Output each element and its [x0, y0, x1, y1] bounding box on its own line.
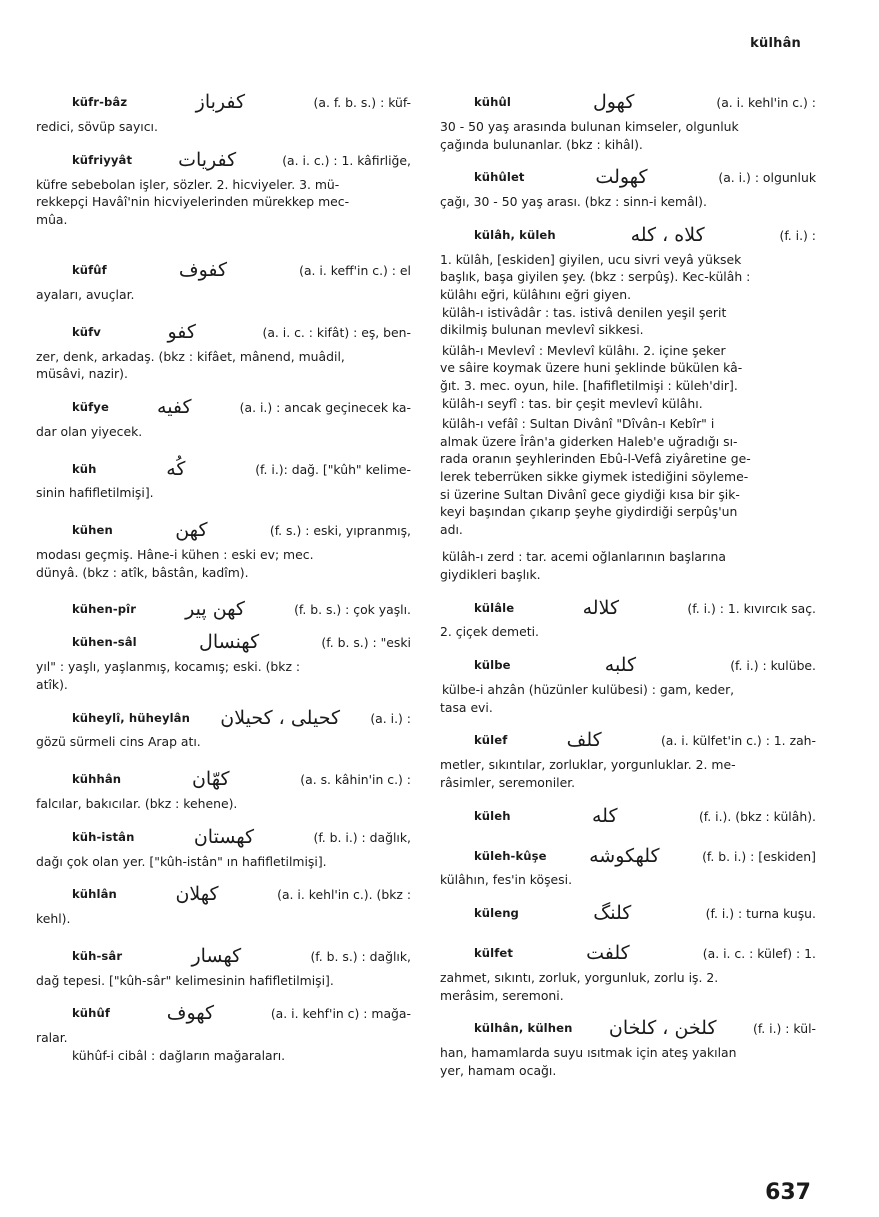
headword: külbe [474, 658, 511, 673]
definition-line: gözü sürmeli cins Arap atı. [36, 734, 201, 750]
definition-line: rekkepçi Havâî'nin hicviyelerinden mürekkep mec- [36, 194, 350, 210]
sub-entry [440, 304, 816, 339]
entry [36, 628, 411, 693]
sub-entry-line: si üzerine Sultan Divânî gece giydiği kısa bir şik- [440, 486, 740, 502]
arabic-script: کهولت [595, 166, 648, 189]
entry [36, 256, 411, 304]
definition-line: han, hamamlarda suyu ısıtmak için ateş yakılan [440, 1045, 737, 1061]
definition-line: dar olan yiyecek. [36, 423, 143, 439]
definition-line: zer, denk, arkadaş. (bkz : kifâet, mânend, muâdil, [36, 348, 345, 364]
right-column [440, 88, 816, 1079]
sub-entry [440, 415, 816, 538]
definition: (a. i. külfet'in c.) : 1. zah- [660, 733, 816, 749]
headword: kühûf [72, 1006, 111, 1021]
sub-entry-line: külâh-ı seyfî : tas. bir çeşit mevlevî külâhı. [442, 395, 703, 411]
headword: külâle [474, 600, 515, 615]
arabic-script: کحیلی ، کحیلان [220, 706, 341, 729]
arabic-script: کلخن ، کلخان [608, 1017, 717, 1040]
entry [36, 999, 411, 1047]
entry [36, 146, 411, 246]
headword: külâh, küleh [474, 227, 556, 242]
arabic-script: کهلان [175, 883, 219, 906]
entry [36, 88, 411, 136]
definition: (a. f. b. s.) : küf- [313, 95, 411, 111]
arabic-script: کفو [167, 320, 196, 343]
arabic-script: کفریات [178, 148, 237, 171]
entry [36, 516, 411, 581]
sub-entry-line: almak üzere Îrân'a giderken Haleb'e uğradığı sı- [440, 433, 738, 449]
definition: (a. i.) : [370, 710, 411, 726]
entry [440, 593, 816, 641]
arabic-script: کفیه [157, 395, 192, 418]
definition: (f. b. i.) : dağlık, [313, 829, 411, 845]
headword: küleng [474, 906, 519, 921]
arabic-script: کلف [566, 729, 602, 752]
arabic-script: کفوف [178, 259, 228, 282]
entry [440, 221, 816, 304]
headword: kühûl [474, 95, 511, 110]
headword: kühhân [72, 772, 122, 787]
definition: (a. s. kâhin'in c.) : [300, 772, 411, 788]
entry [36, 393, 411, 441]
definition-line: modası geçmiş. Hâne-i kühen : eski ev; mec. [36, 546, 314, 562]
arabic-script: کهول [592, 91, 635, 114]
entry [36, 823, 411, 871]
definition-line: ralar. [36, 1030, 68, 1046]
sub-entry-line: giydikleri başlık. [440, 566, 541, 582]
entry [440, 88, 816, 153]
definition: (f. i.) : kulübe. [730, 658, 816, 674]
definition-line: yer, hamam ocağı. [440, 1062, 557, 1078]
sub-entry-line: külâh-ı vefâî : Sultan Divânî "Dîvân-ı Kebîr" i [442, 416, 715, 432]
sub-entry-line: adı. [440, 521, 463, 537]
arabic-script: کلاله [582, 596, 619, 619]
left-column [36, 88, 411, 1064]
definition: (f. i.) : turna kuşu. [705, 906, 816, 922]
definition: (f. i.) : [779, 227, 816, 243]
definition-line: külâhı eğri, külâhını eğri giyen. [440, 286, 632, 302]
definition-line: 1. külâh, [eskiden] giyilen, ucu sivri veyâ yüksek [440, 251, 742, 267]
definition-line: redici, sövüp sayıcı. [36, 119, 158, 134]
headword: küh-istân [72, 829, 135, 844]
definition: (f. b. s.) : "eski [321, 635, 411, 651]
sub-entry-line: külâh-ı zerd : tar. acemi oğlanlarının başlarına [442, 549, 726, 565]
arabic-script: کهّان [191, 768, 230, 791]
definition-line: ayaları, avuçlar. [36, 286, 135, 302]
definition-line: müsâvi, nazir). [36, 366, 128, 382]
headword: küfriyyât [72, 152, 133, 167]
definition: (f. i.) : kül- [752, 1021, 816, 1037]
sub-entry-line: külâh-ı Mevlevî : Mevlevî külâhı. 2. içine şeker [442, 342, 726, 358]
headword: küfv [72, 324, 101, 339]
arabic-script: کُه [166, 457, 186, 480]
sub-entry [440, 395, 816, 413]
headword: kühen-sâl [72, 635, 137, 650]
definition: (f. b. s.) : dağlık, [310, 948, 411, 964]
headword: kühlân [72, 887, 117, 902]
headword: küfûf [72, 263, 107, 278]
arabic-script: کلبه [604, 654, 637, 677]
sub-entry [36, 1047, 411, 1065]
definition-line: küfre sebebolan işler, sözler. 2. hicviyeler. 3. mü- [36, 176, 340, 192]
definition: (f. i.) : 1. kıvırcık saç. [687, 600, 816, 616]
sub-entry-line: külâh-ı istivâdâr : tas. istivâ denilen yeşil şerit [442, 304, 727, 320]
entry [440, 939, 816, 1004]
entry [440, 899, 816, 929]
entry [36, 318, 411, 383]
arabic-script: کلفت [586, 942, 630, 965]
definition-line: metler, sıkıntılar, zorluklar, yorgunluklar. 2. me- [440, 757, 736, 773]
sub-entry-line: kühûf-i cibâl : dağların mağaraları. [72, 1047, 286, 1063]
entry [440, 841, 816, 889]
definition: (a. i. kehl'in c.) : [716, 95, 816, 111]
definition: (a. i. c. : kifât) : eş, ben- [262, 324, 411, 340]
entry [36, 595, 411, 625]
headword: küfr-bâz [72, 95, 128, 110]
definition: (f. i.). (bkz : külâh). [698, 808, 816, 824]
definition-line: sinin hafifletilmişi]. [36, 485, 154, 501]
definition: (a. i.) : olgunluk [718, 170, 816, 186]
definition: (f. s.) : eski, yıpranmış, [269, 523, 411, 539]
definition-line: merâsim, seremoni. [440, 987, 564, 1003]
entry [36, 765, 411, 813]
headword: küh [72, 461, 97, 476]
running-head: külhân [750, 36, 801, 51]
arabic-script: کفرباز [195, 91, 246, 114]
definition: (a. i. keff'in c.) : el [299, 263, 411, 279]
entry [36, 880, 411, 928]
sub-entry-line: dikilmiş bulunan mevlevî sikkesi. [440, 322, 644, 338]
headword: kühen [72, 523, 113, 538]
entry [36, 703, 411, 751]
entry [440, 801, 816, 831]
definition-line: çağında bulunanlar. (bkz : kihâl). [440, 136, 643, 152]
sub-entry [440, 681, 816, 716]
definition-line: külâhın, fes'in köşesi. [440, 872, 573, 888]
headword: kühen-pîr [72, 602, 137, 617]
headword: külef [474, 733, 508, 748]
entry [440, 1014, 816, 1079]
entry [440, 651, 816, 681]
arabic-script: کله [592, 804, 618, 827]
definition: (a. i. kehf'in c) : mağa- [270, 1006, 411, 1022]
definition-line: zahmet, sıkıntı, zorluk, yorgunluk, zorlu iş. 2. [440, 970, 719, 986]
arabic-script: کهستان [193, 825, 255, 848]
definition-line: başlık, başa giyilen şey. (bkz : serpûş). Kec-külâh : [440, 269, 751, 285]
definition: (a. i. c. : külef) : 1. [702, 946, 816, 962]
sub-entry-line: lerek teberrüken sikke giymek istediğini söyleme- [440, 468, 749, 484]
entry [36, 942, 411, 990]
sub-entry-line: rada oranın şeyhlerinden Ebû-l-Vefâ ziyâretine ge- [440, 451, 751, 467]
definition-line: dünyâ. (bkz : atîk, bâstân, kadîm). [36, 564, 249, 580]
arabic-script: کهن [175, 519, 208, 542]
definition: (f. b. s.) : çok yaşlı. [294, 602, 411, 618]
definition-line: dağı çok olan yer. ["kûh-istân" ın hafifletilmişi]. [36, 853, 327, 869]
headword: küleh [474, 808, 511, 823]
definition-line: 2. çiçek demeti. [440, 624, 539, 640]
sub-entry [440, 548, 816, 583]
entry [440, 726, 816, 791]
sub-entry-line: külbe-i ahzân (hüzünler kulübesi) : gam, keder, [442, 682, 735, 698]
headword: küh-sâr [72, 948, 123, 963]
definition-line: râsimler, seremoniler. [440, 774, 576, 790]
page-number: 637 [765, 1180, 811, 1205]
sub-entry-line: keyi başından çıkarıp şeyhe giydirdiği serpûş'un [440, 504, 738, 520]
arabic-script: کهن پیر [185, 598, 245, 621]
headword: küfye [72, 399, 109, 414]
sub-entry [440, 342, 816, 395]
definition-line: çağı, 30 - 50 yaş arası. (bkz : sinn-i kemâl). [440, 194, 707, 210]
headword: küleh-kûşe [474, 848, 547, 863]
definition-line: yıl" : yaşlı, yaşlanmış, kocamış; eski. (bkz : [36, 659, 301, 675]
entry [36, 454, 411, 502]
definition: (a. i. c.) : 1. kâfirliğe, [282, 152, 411, 168]
definition: (f. i.): dağ. ["kûh" kelime- [255, 461, 411, 477]
arabic-script: کهسار [191, 944, 242, 967]
headword: külfet [474, 946, 513, 961]
definition-line: kehl). [36, 911, 71, 927]
definition: (f. b. i.) : [eskiden] [702, 848, 816, 864]
arabic-script: کهوف [166, 1002, 215, 1025]
headword: küheylî, hüheylân [72, 710, 190, 725]
definition-line: falcılar, bakıcılar. (bkz : kehene). [36, 795, 238, 811]
arabic-script: کهنسال [199, 631, 260, 654]
definition-line: dağ tepesi. ["kûh-sâr" kelimesinin hafifletilmişi]. [36, 972, 334, 988]
headword: külhân, külhen [474, 1021, 573, 1036]
definition-line: mûa. [36, 211, 68, 227]
arabic-script: کلاه ، کله [630, 223, 705, 246]
headword: kühûlet [474, 170, 525, 185]
definition: (a. i.) : ancak geçinecek ka- [239, 399, 411, 415]
arabic-script: کلهکوشه [589, 844, 660, 867]
sub-entry-line: ve sâire koymak üzere huni şeklinde bükülen kâ- [440, 360, 743, 376]
definition-line: 30 - 50 yaş arasında bulunan kimseler, olgunluk [440, 119, 739, 134]
definition-line: atîk). [36, 676, 68, 692]
definition: (a. i. kehl'in c.). (bkz : [277, 887, 411, 903]
sub-entry-line: ğıt. 3. mec. oyun, hile. [hafifletilmişi : küleh'dir]. [440, 377, 738, 393]
arabic-script: کلنگ [593, 902, 632, 925]
entry [440, 163, 816, 211]
sub-entry-line: tasa evi. [440, 699, 493, 715]
